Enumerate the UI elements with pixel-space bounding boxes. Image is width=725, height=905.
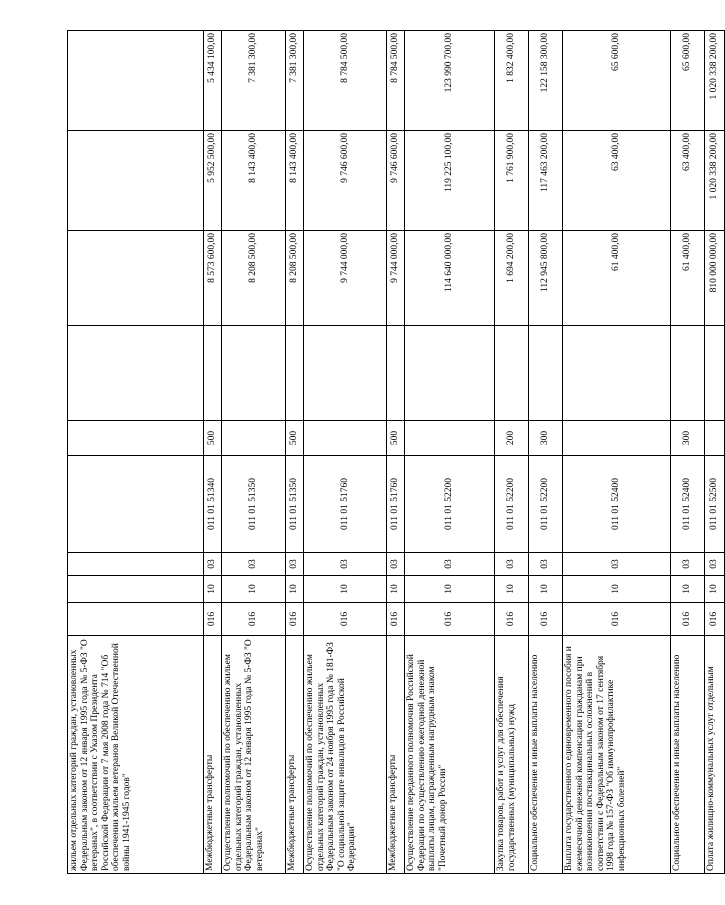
ministry-code-cell: 016 bbox=[405, 603, 495, 636]
ministry-code-cell: 016 bbox=[495, 603, 529, 636]
ministry-code-cell: 016 bbox=[204, 603, 222, 636]
article-code-cell: 011 01 52200 bbox=[405, 456, 495, 553]
article-code-cell: 011 01 51760 bbox=[304, 456, 387, 553]
subsection-code-cell: 03 bbox=[204, 553, 222, 576]
expense-type-cell bbox=[222, 421, 286, 456]
article-code-cell: 011 01 52200 bbox=[495, 456, 529, 553]
subsection-code-cell: 03 bbox=[705, 553, 725, 576]
amount-cell-4: 8 784 500,00 bbox=[304, 31, 387, 131]
amount-cell-4: 7 381 300,00 bbox=[222, 31, 286, 131]
row-name-cell: Социальное обеспечение и иные выплаты населению bbox=[671, 636, 705, 874]
section-code-cell: 10 bbox=[387, 576, 405, 603]
table-body bbox=[68, 31, 725, 874]
amount-cell-2: 8 573 600,00 bbox=[204, 231, 222, 326]
expense-type-cell bbox=[68, 421, 204, 456]
amount-cell-4: 123 990 700,00 bbox=[405, 31, 495, 131]
amount-cell-4 bbox=[68, 31, 204, 131]
table-row bbox=[563, 31, 671, 874]
row-name-cell: Осуществление полномочий по обеспечению жильем отдельных категорий граждан, установленных Федеральным законом от 12 января 1995 года № 5-ФЗ "О ветеранах" bbox=[222, 636, 286, 874]
amount-cell-2: 9 744 000,00 bbox=[387, 231, 405, 326]
amount-cell-1 bbox=[387, 326, 405, 421]
amount-cell-2: 112 945 800,00 bbox=[529, 231, 563, 326]
amount-cell-2: 8 208 500,00 bbox=[222, 231, 286, 326]
ministry-code-cell: 016 bbox=[304, 603, 387, 636]
amount-cell-4: 65 600,00 bbox=[563, 31, 671, 131]
expense-type-cell: 200 bbox=[495, 421, 529, 456]
row-name-cell: Межбюджетные трансферты bbox=[387, 636, 405, 874]
expense-type-cell: 500 bbox=[286, 421, 304, 456]
table-row bbox=[671, 31, 705, 874]
expense-type-cell bbox=[705, 421, 725, 456]
row-name-cell: Выплата государственного единовременного пособия и ежемесячной денежной компенсации гражданам при возникновении поствакцинальных осложнений в соответствии с Федеральным законом от 17 сентября 1998 года № 157-ФЗ "Об иммунопрофилактике инфекционных болезней" bbox=[563, 636, 671, 874]
amount-cell-3 bbox=[68, 131, 204, 231]
amount-cell-1 bbox=[304, 326, 387, 421]
article-code-cell: 011 01 51340 bbox=[204, 456, 222, 553]
amount-cell-4: 7 381 300,00 bbox=[286, 31, 304, 131]
section-code-cell: 10 bbox=[671, 576, 705, 603]
amount-cell-3: 9 746 600,00 bbox=[387, 131, 405, 231]
row-name-cell: Межбюджетные трансферты bbox=[204, 636, 222, 874]
ministry-code-cell: 016 bbox=[671, 603, 705, 636]
article-code-cell: 011 01 52500 bbox=[705, 456, 725, 553]
amount-cell-3: 8 143 400,00 bbox=[222, 131, 286, 231]
amount-cell-3: 1 761 900,00 bbox=[495, 131, 529, 231]
amount-cell-3: 63 400,00 bbox=[563, 131, 671, 231]
article-code-cell: 011 01 51760 bbox=[387, 456, 405, 553]
amount-cell-2: 8 208 500,00 bbox=[286, 231, 304, 326]
expense-type-cell: 300 bbox=[529, 421, 563, 456]
subsection-code-cell: 03 bbox=[495, 553, 529, 576]
amount-cell-3: 9 746 600,00 bbox=[304, 131, 387, 231]
article-code-cell: 011 01 51350 bbox=[286, 456, 304, 553]
subsection-code-cell: 03 bbox=[671, 553, 705, 576]
amount-cell-3: 1 020 338 200,00 bbox=[705, 131, 725, 231]
article-code-cell: 011 01 52400 bbox=[671, 456, 705, 553]
amount-cell-2: 810 000 000,00 bbox=[705, 231, 725, 326]
subsection-code-cell: 03 bbox=[563, 553, 671, 576]
article-code-cell: 011 01 52200 bbox=[529, 456, 563, 553]
ministry-code-cell: 016 bbox=[563, 603, 671, 636]
amount-cell-4: 1 832 400,00 bbox=[495, 31, 529, 131]
ministry-code-cell: 016 bbox=[387, 603, 405, 636]
section-code-cell: 10 bbox=[222, 576, 286, 603]
amount-cell-2: 9 744 000,00 bbox=[304, 231, 387, 326]
amount-cell-2: 114 640 000,00 bbox=[405, 231, 495, 326]
amount-cell-3: 8 143 400,00 bbox=[286, 131, 304, 231]
section-code-cell: 10 bbox=[286, 576, 304, 603]
ministry-code-cell: 016 bbox=[529, 603, 563, 636]
table-row bbox=[304, 31, 387, 874]
subsection-code-cell: 03 bbox=[286, 553, 304, 576]
expense-type-cell: 500 bbox=[204, 421, 222, 456]
section-code-cell: 10 bbox=[495, 576, 529, 603]
expense-type-cell bbox=[563, 421, 671, 456]
subsection-code-cell bbox=[68, 553, 204, 576]
expense-type-cell: 500 bbox=[387, 421, 405, 456]
amount-cell-1 bbox=[68, 326, 204, 421]
section-code-cell: 10 bbox=[405, 576, 495, 603]
amount-cell-4: 1 020 338 200,00 bbox=[705, 31, 725, 131]
amount-cell-1 bbox=[204, 326, 222, 421]
row-name-cell: жильем отдельных категорий граждан, установленных Федеральным законом от 12 января 1995 года № 5-ФЗ "О ветеранах", в соответствии с Указом Президента Российской Федерации от 7 мая 2008 года № 714 "Об обеспечении жильем ветеранов Великой Отечественной войны 1941-1945 годов" bbox=[68, 636, 204, 874]
table-row bbox=[204, 31, 222, 874]
amount-cell-2 bbox=[68, 231, 204, 326]
ministry-code-cell: 016 bbox=[286, 603, 304, 636]
amount-cell-3: 119 225 100,00 bbox=[405, 131, 495, 231]
table-row bbox=[387, 31, 405, 874]
row-name-cell: Осуществление полномочий по обеспечению жильем отдельных категорий граждан, установленных Федеральным законом от 24 ноября 1995 года № 181-ФЗ "О социальной защите инвалидов в Российской Федерации" bbox=[304, 636, 387, 874]
amount-cell-2: 61 400,00 bbox=[671, 231, 705, 326]
amount-cell-4: 8 784 500,00 bbox=[387, 31, 405, 131]
subsection-code-cell: 03 bbox=[387, 553, 405, 576]
row-name-cell: Осуществление переданного полномочия Российской Федерации по осуществлению ежегодной денежной выплаты лицам, награжденным нагрудным знаком "Почетный донор России" bbox=[405, 636, 495, 874]
section-code-cell: 10 bbox=[204, 576, 222, 603]
subsection-code-cell: 03 bbox=[529, 553, 563, 576]
table-row bbox=[222, 31, 286, 874]
amount-cell-3: 117 463 200,00 bbox=[529, 131, 563, 231]
amount-cell-1 bbox=[529, 326, 563, 421]
table-row bbox=[68, 31, 204, 874]
amount-cell-1 bbox=[671, 326, 705, 421]
amount-cell-4: 122 158 300,00 bbox=[529, 31, 563, 131]
table-row bbox=[495, 31, 529, 874]
article-code-cell: 011 01 52400 bbox=[563, 456, 671, 553]
row-name-cell: Межбюджетные трансферты bbox=[286, 636, 304, 874]
amount-cell-4: 5 434 100,00 bbox=[204, 31, 222, 131]
budget-table bbox=[67, 30, 725, 874]
table-row bbox=[286, 31, 304, 874]
table-row bbox=[705, 31, 725, 874]
expense-type-cell: 300 bbox=[671, 421, 705, 456]
row-name-cell: Оплата жилищно-коммунальных услуг отдельным bbox=[705, 636, 725, 874]
amount-cell-3: 5 952 500,00 bbox=[204, 131, 222, 231]
amount-cell-1 bbox=[495, 326, 529, 421]
ministry-code-cell bbox=[68, 603, 204, 636]
article-code-cell bbox=[68, 456, 204, 553]
subsection-code-cell: 03 bbox=[304, 553, 387, 576]
ministry-code-cell: 016 bbox=[222, 603, 286, 636]
expense-type-cell bbox=[304, 421, 387, 456]
section-code-cell bbox=[68, 576, 204, 603]
ministry-code-cell: 016 bbox=[705, 603, 725, 636]
section-code-cell: 10 bbox=[563, 576, 671, 603]
row-name-cell: Закупка товаров, работ и услуг для обеспечения государственных (муниципальных) нужд bbox=[495, 636, 529, 874]
rotated-table-container bbox=[67, 31, 720, 874]
row-name-cell: Социальное обеспечение и иные выплаты населению bbox=[529, 636, 563, 874]
expense-type-cell bbox=[405, 421, 495, 456]
subsection-code-cell: 03 bbox=[405, 553, 495, 576]
subsection-code-cell: 03 bbox=[222, 553, 286, 576]
amount-cell-1 bbox=[405, 326, 495, 421]
amount-cell-1 bbox=[222, 326, 286, 421]
table-row bbox=[529, 31, 563, 874]
amount-cell-1 bbox=[286, 326, 304, 421]
table-row bbox=[405, 31, 495, 874]
amount-cell-1 bbox=[563, 326, 671, 421]
section-code-cell: 10 bbox=[705, 576, 725, 603]
amount-cell-2: 1 694 200,00 bbox=[495, 231, 529, 326]
article-code-cell: 011 01 51350 bbox=[222, 456, 286, 553]
amount-cell-2: 61 400,00 bbox=[563, 231, 671, 326]
section-code-cell: 10 bbox=[304, 576, 387, 603]
amount-cell-3: 63 400,00 bbox=[671, 131, 705, 231]
amount-cell-1 bbox=[705, 326, 725, 421]
amount-cell-4: 65 600,00 bbox=[671, 31, 705, 131]
section-code-cell: 10 bbox=[529, 576, 563, 603]
